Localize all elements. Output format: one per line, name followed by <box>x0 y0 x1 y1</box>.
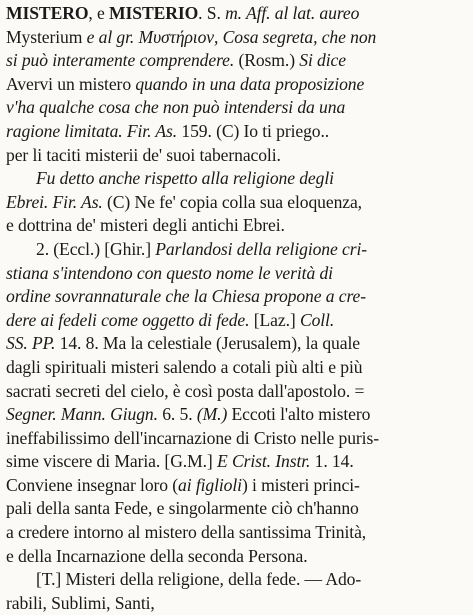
italic-text: Cosa segreta, che non <box>222 26 377 47</box>
italic-text: ragione limitata. Fir. As. <box>6 120 178 141</box>
italic-text: (M.) <box>196 404 228 425</box>
text-line <box>6 309 467 333</box>
italic-text: quando in una data proposizione <box>135 73 365 94</box>
italic-text: stiana s'intendono con questo nome le verità di <box>6 262 333 283</box>
italic-text: Μυστήριον <box>138 26 214 47</box>
italic-text: Fu detto anche rispetto alla religione degli <box>36 168 334 189</box>
text-run: rabili, Sublimi, Santi, <box>6 592 155 613</box>
entry-text <box>6 2 467 615</box>
text-line <box>6 568 467 592</box>
text-run: ineffabilissimo dell'incarnazione di Cristo nelle puris- <box>6 427 379 448</box>
text-run: e dottrina de' misteri degli antichi Ebrei. <box>6 215 285 236</box>
text-run: sime viscere di Maria. [G.M.] <box>6 451 217 472</box>
text-run: , e <box>88 3 110 23</box>
text-line <box>6 49 467 73</box>
text-line <box>6 521 467 545</box>
text-line <box>6 332 467 356</box>
text-run: 1. 14. <box>310 451 354 472</box>
italic-text: si può interamente comprendere. <box>6 50 235 71</box>
italic-text: Coll. <box>299 309 335 330</box>
text-run: (C) Ne fe' copia colla sua eloquenza, <box>102 191 362 212</box>
text-run: (Rosm.) <box>234 50 300 71</box>
text-line <box>6 214 467 238</box>
text-line <box>6 167 467 191</box>
text-line <box>6 450 467 474</box>
italic-text: v'ha qualche cosa che non può intendersi da una <box>6 97 346 118</box>
headword: MISTERO <box>6 3 89 23</box>
text-line <box>6 73 467 97</box>
text-run: a credere intorno al mistero della santissima Trinità, <box>6 522 367 543</box>
text-run: per li taciti misterii de' suoi tabernacoli. <box>6 144 281 165</box>
text-run: 159. (C) Io ti priego.. <box>177 120 330 141</box>
text-run: [T.] Misteri della religione, della fede. — Ado- <box>36 569 362 590</box>
text-line <box>6 474 467 498</box>
text-line <box>6 120 467 144</box>
text-line <box>6 144 467 168</box>
text-line <box>6 285 467 309</box>
italic-text: m. Aff. al lat. aureo <box>225 3 360 23</box>
text-run: Avervi un mistero <box>6 73 136 94</box>
text-line <box>6 403 467 427</box>
text-line <box>6 545 467 569</box>
text-run: , <box>214 26 223 47</box>
text-line <box>6 380 467 404</box>
headword: MISTERIO <box>109 3 199 23</box>
text-run: pali della santa Fede, e singolarmente ciò ch'hanno <box>6 498 359 519</box>
text-run: [Laz.] <box>249 309 300 330</box>
text-line <box>6 26 467 50</box>
text-line <box>6 427 467 451</box>
text-line <box>6 497 467 521</box>
italic-text: dere ai fedeli come oggetto di fede. <box>6 309 250 330</box>
text-line <box>6 191 467 215</box>
text-run: sacrati secreti del cielo, è così posta dall'apostolo. = <box>6 380 365 401</box>
text-line <box>6 262 467 286</box>
text-run: dagli spirituali misteri salendo a cotali più alti e più <box>6 356 363 377</box>
text-run: 2. (Eccl.) [Ghir.] <box>36 238 156 259</box>
text-run: 14. 8. Ma la celestiale (Jerusalem), la quale <box>55 333 360 354</box>
text-run: ) i misteri princi- <box>241 474 360 495</box>
italic-text: Ebrei. Fir. As. <box>6 191 103 212</box>
text-run: e della Incarnazione della seconda Persona. <box>6 545 308 566</box>
italic-text: Segner. Mann. Giugn. <box>6 404 158 425</box>
text-line <box>6 2 467 26</box>
text-line <box>6 356 467 380</box>
italic-text: Si dice <box>299 50 346 71</box>
text-run: 6. 5. <box>157 404 197 425</box>
text-run: Mysterium <box>6 26 87 47</box>
italic-text: ordine sovrannaturale che la Chiesa propone a cre- <box>6 286 367 307</box>
text-run: Eccoti l'alto mistero <box>227 404 371 425</box>
text-line <box>6 238 467 262</box>
italic-text: Parlandosi della religione cri- <box>155 238 368 259</box>
text-line <box>6 592 467 615</box>
italic-text: SS. PP. <box>6 333 56 354</box>
italic-text: E Crist. Instr. <box>217 451 311 472</box>
text-run: . S. <box>198 3 226 23</box>
text-line <box>6 96 467 120</box>
italic-text: ai figlioli <box>178 474 242 495</box>
text-run: Conviene insegnar loro ( <box>6 474 179 495</box>
italic-text: e al gr. <box>86 26 139 47</box>
